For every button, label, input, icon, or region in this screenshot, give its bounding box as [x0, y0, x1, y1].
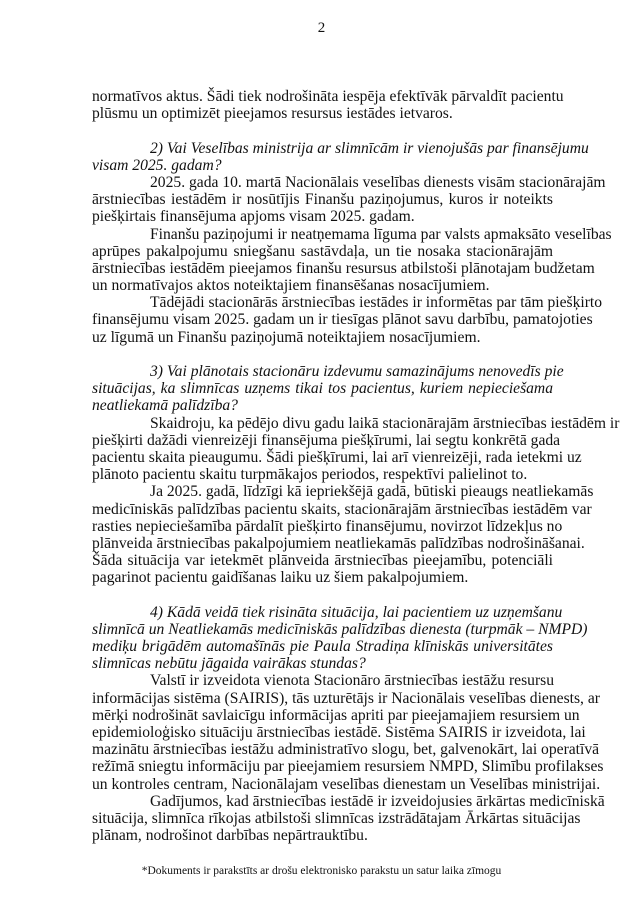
paragraph-spacer: [92, 586, 553, 603]
text-line: mediķu brigādēm automašīnās pie Paula Stradiņa klīniskās universitātes: [92, 638, 553, 655]
paragraph: [92, 88, 564, 123]
question-heading: [92, 603, 588, 673]
text-line: 2) Vai Veselības ministrija ar slimnīcām ir vienojušās par finansējumu: [150, 139, 589, 157]
text-line: uz līgumā un Finanšu paziņojumā noteiktajiem nosacījumiem.: [92, 328, 481, 346]
text-line: finansējumu visam 2025. gadam un ir tiesīgas plānot savu darbību, pamatojoties: [92, 311, 593, 329]
paragraph: [92, 792, 605, 845]
text-line: Ja 2025. gadā, līdzīgi kā iepriekšējā gadā, būtiski pieaugs neatliekamās: [150, 483, 594, 501]
text-line: piešķirti dažādi vienreizēji finansējuma piešķīrumi, lai segtu konkrētā gada: [92, 431, 561, 449]
text-line: Tādējādi stacionārās ārstniecības iestādes ir informētas par tām piešķirto: [150, 294, 603, 312]
text-line: Skaidroju, ka pēdējo divu gadu laikā stacionārajām ārstniecības iestādēm ir: [150, 414, 620, 432]
text-line: pacientu skaita pieaugumu. Šādi piešķīrumi, lai arī vienreizēji, rada ietekmi uz: [92, 448, 582, 466]
text-line: 2025. gada 10. martā Nacionālais veselības dienests visām stacionārajām: [150, 173, 606, 191]
paragraph-spacer: [92, 346, 553, 363]
paragraph: [92, 483, 594, 587]
text-line: epidemioloģisko situāciju ārstniecības iestādē. Sistēma SAIRIS ir izveidota, lai: [92, 723, 586, 741]
paragraph: [92, 294, 603, 346]
paragraph: [92, 672, 604, 793]
text-line: aprūpes pakalpojumu sniegšanu sastāvdaļa, un tie nosaka stacionārajām: [92, 242, 553, 260]
signature-footnote: *Dokuments ir parakstīts ar drošu elektronisko parakstu un satur laika zīmogu: [141, 865, 502, 877]
text-line: plānoto pacientu skaitu turpmākajos periodos, respektīvi palielinot to.: [92, 466, 528, 484]
question-heading: [92, 363, 564, 415]
text-line: pagarinot pacientu gaidīšanas laiku uz šiem pakalpojumiem.: [92, 569, 469, 587]
document-body: [92, 88, 620, 845]
text-line: situācija, slimnīca rīkojas atbilstoši slimnīcas izstrādātajam Ārkārtas situācijas: [92, 809, 581, 827]
text-line: visam 2025. gadam?: [92, 156, 222, 174]
text-line: plānam, nodrošinot darbības nepārtrauktību.: [92, 827, 368, 845]
text-line: plūsmu un optimizēt pieejamos resursus iestādes ietvaros.: [92, 105, 453, 123]
text-line: normatīvos aktus. Šādi tiek nodrošināta iespēja efektīvāk pārvaldīt pacientu: [92, 88, 564, 105]
text-line: ārstniecības iestādēm ir nosūtījis Finanšu paziņojumus, kuros ir noteikts: [92, 191, 553, 209]
text-line: slimnīcā un Neatliekamās medicīniskās palīdzības dienesta (turpmāk – NMPD): [92, 620, 588, 638]
text-line: un normatīvajos aktos noteiktajiem finansēšanas nosacījumiem.: [92, 277, 490, 295]
paragraph-spacer: [92, 122, 553, 139]
paragraph: [92, 414, 620, 484]
text-line: Valstī ir izveidota vienota Stacionāro ārstniecības iestāžu resursu: [150, 672, 555, 690]
text-line: neatliekamā palīdzība?: [92, 397, 238, 415]
text-line: mazinātu ārstniecības iestāžu administratīvo slogu, bet, galvenokārt, lai operatīvā: [92, 741, 600, 759]
text-line: slimnīcas nebūtu jāgaida vairākas stundas?: [92, 655, 366, 673]
text-line: un kontroles centram, Nacionālajam veselības dienestam un Veselības ministrijai.: [92, 775, 601, 793]
text-line: režīmā sniegtu informāciju par pieejamiem resursiem NMPD, Slimību profilakses: [92, 758, 604, 776]
text-line: piešķirtais finansējuma apjoms visam 2025. gadam.: [92, 208, 415, 226]
text-line: ārstniecības iestādēm pieejamos finanšu resursus atbilstoši plānotajam budžetam: [92, 259, 595, 277]
text-line: situācijas, ka slimnīcas uzņems tikai tos pacientus, kuriem nepieciešama: [92, 380, 553, 398]
text-line: Šāda situācija var ietekmēt plānveida ārstniecības pieejamību, potenciāli: [92, 552, 553, 570]
paragraph: [92, 225, 612, 295]
text-line: Gadījumos, kad ārstniecības iestādē ir izveidojusies ārkārtas medicīniskā: [150, 792, 605, 810]
text-line: mērķi nodrošināt savlaicīgu informācijas apriti par pieejamajiem resursiem un: [92, 706, 580, 724]
page-number: 2: [317, 20, 326, 36]
text-line: 3) Vai plānotais stacionāru izdevumu samazinājums nenovedīs pie: [150, 363, 564, 380]
text-line: Finanšu paziņojumi ir neatņemama līguma par valsts apmaksāto veselības: [150, 225, 612, 243]
text-line: rasties nepieciešamība pārdalīt piešķirto finansējumu, novirzot līdzekļus no: [92, 517, 563, 535]
text-line: plānveida ārstniecības pakalpojumiem neatliekamās palīdzības nodrošināšanai.: [92, 534, 585, 552]
text-line: informācijas sistēma (SAIRIS), tās uzturētājs ir Nacionālais veselības dienests, ar: [92, 689, 600, 707]
text-line: medicīniskās palīdzības pacientu skaits, stacionārajām ārstniecības iestādēm var: [92, 500, 592, 518]
question-heading: [92, 139, 589, 174]
text-line: 4) Kādā veidā tiek risināta situācija, lai pacientiem uz uzņemšanu: [150, 603, 563, 621]
paragraph: [92, 173, 606, 226]
